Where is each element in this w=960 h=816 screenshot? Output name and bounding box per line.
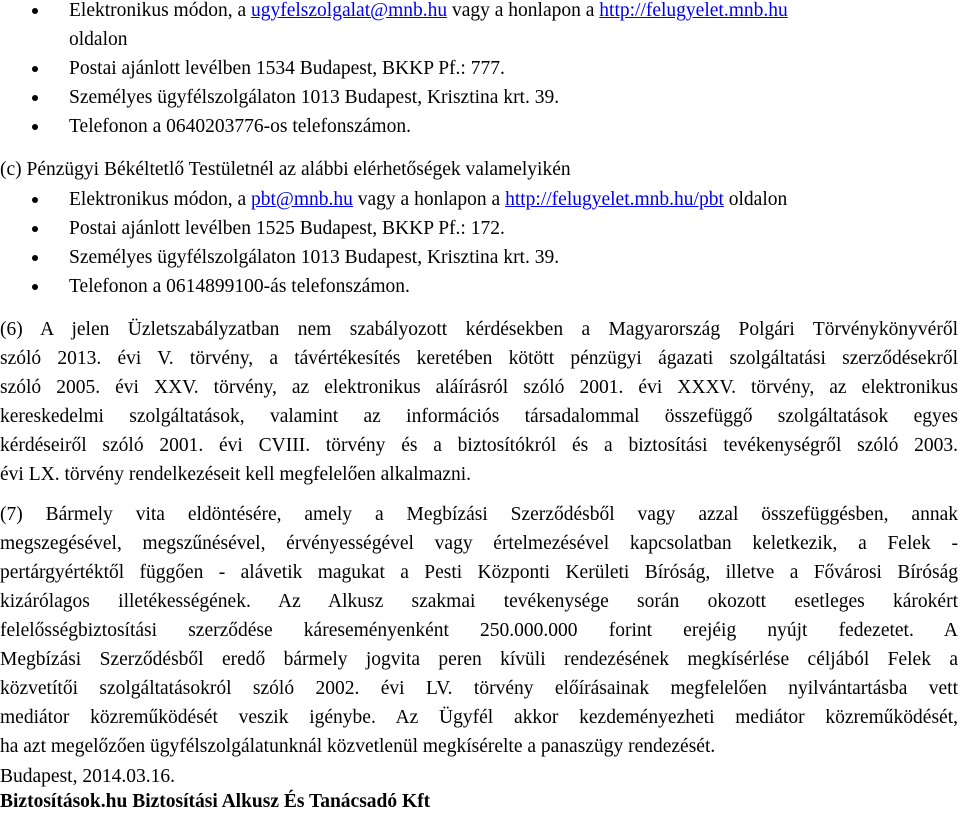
paragraph-line: pertárgyértéktől függően - alávetik magukat a Pesti Központi Kerületi Bíróság, illetve a Fővárosi Bíróság [0, 562, 958, 583]
website-link[interactable]: http://felugyelet.mnb.hu/pbt [505, 189, 724, 210]
list-item [0, 272, 787, 301]
item-text: Személyes ügyfélszolgálaton 1013 Budapest, Krisztina krt. 39. [69, 87, 560, 108]
contact-list-pbt [0, 185, 787, 301]
paragraph-line: kizárólagos illetékességének. Az Alkusz szakmai tevékenysége során okozott esetleges károkért [0, 591, 958, 612]
item-text: Elektronikus módon, a [69, 189, 251, 210]
paragraph-line: évi LX. törvény rendelkezéseit kell megfelelően alkalmazni. [0, 464, 472, 485]
item-text: oldalon [69, 29, 128, 50]
list-item [0, 0, 788, 25]
email-link[interactable]: ugyfelszolgalat@mnb.hu [250, 0, 448, 21]
paragraph-line: kereskedelmi szolgáltatások, valamint az információs társadalommal összefüggő szolgáltatások egyes [0, 406, 958, 427]
paragraph-line: kérdéseiről szóló 2001. évi CVIII. törvény és a biztosítókról és a biztosítási tevékenységről szóló 2003. [0, 435, 958, 456]
bullet-icon [32, 66, 38, 72]
item-text: Postai ajánlott levélben 1525 Budapest, BKKP Pf.: 172. [69, 218, 505, 239]
bullet-icon [32, 8, 38, 14]
paragraph-line: mediátor közreműködését veszik igénybe. Az Ügyfél akkor kezdeményezheti mediátor közreműködését, [0, 707, 958, 728]
paragraph-line: felelősségbiztosítási szerződése káreseményenként 250.000.000 forint erejéig nyújt fedezetet. A [0, 620, 958, 641]
bullet-icon [32, 284, 38, 290]
bullet-icon [32, 124, 38, 130]
contact-list-mnb [0, 0, 788, 141]
list-item [0, 83, 788, 112]
bullet-icon [32, 226, 38, 232]
item-text: oldalon [723, 189, 788, 210]
list-item-continuation [0, 25, 788, 54]
paragraph-7 [0, 500, 958, 761]
item-text: vagy a honlapon a [352, 189, 506, 210]
paragraph-line: (6) A jelen Üzletszabályzatban nem szabályozott kérdésekben a Magyarország Polgári Törvénykönyvéről [0, 319, 958, 340]
place-date: Budapest, 2014.03.16. [0, 766, 175, 787]
signature: Biztosítások.hu Biztosítási Alkusz És Tanácsadó Kft [0, 791, 431, 812]
paragraph-line: ha azt megelőzően ügyfélszolgálatunknál közvetlenül megkísérelte a panaszügy rendezését. [0, 736, 716, 757]
paragraph-line: (7) Bármely vita eldöntésére, amely a Megbízási Szerződésből vagy azzal összefüggésben, annak [0, 504, 958, 525]
item-text: Telefonon a 0640203776-os telefonszámon. [69, 116, 411, 137]
paragraph-line: szóló 2005. évi XXV. törvény, az elektronikus aláírásról szóló 2001. évi XXXV. törvény, az elektronikus [0, 377, 958, 398]
paragraph-line: megszegésével, megszűnésével, érvényességével vagy értelmezésével kapcsolatban keletkezik, a Felek - [0, 533, 958, 554]
list-item [0, 112, 788, 141]
item-text: Telefonon a 0614899100-ás telefonszámon. [69, 276, 410, 297]
website-link[interactable]: http://felugyelet.mnb.hu [599, 0, 788, 21]
bullet-icon [32, 255, 38, 261]
item-text: vagy a honlapon a [447, 0, 600, 21]
item-text: Elektronikus módon, a [69, 0, 251, 21]
bullet-icon [32, 197, 38, 203]
list-item [0, 214, 787, 243]
heading-c: (c) Pénzügyi Békéltetlő Testületnél az alábbi elérhetőségek valamelyikén [0, 159, 571, 180]
item-text: Postai ajánlott levélben 1534 Budapest, BKKP Pf.: 777. [69, 58, 505, 79]
list-item [0, 54, 788, 83]
list-item [0, 185, 787, 214]
paragraph-line: Megbízási Szerződésből eredő bármely jogvita peren kívüli rendezésének megkísérlése céljából Felek a [0, 649, 958, 670]
list-item [0, 243, 787, 272]
email-link[interactable]: pbt@mnb.hu [250, 189, 353, 210]
paragraph-6 [0, 315, 958, 489]
paragraph-line: szóló 2013. évi V. törvény, a távértékesítés keretében kötött pénzügyi ágazati szolgáltatási szerződésekről [0, 348, 958, 369]
bullet-icon [32, 95, 38, 101]
paragraph-line: közvetítői szolgáltatásokról szóló 2002. évi LV. törvény előírásainak megfelelően nyilvántartásba vett [0, 678, 958, 699]
item-text: Személyes ügyfélszolgálaton 1013 Budapest, Krisztina krt. 39. [69, 247, 560, 268]
